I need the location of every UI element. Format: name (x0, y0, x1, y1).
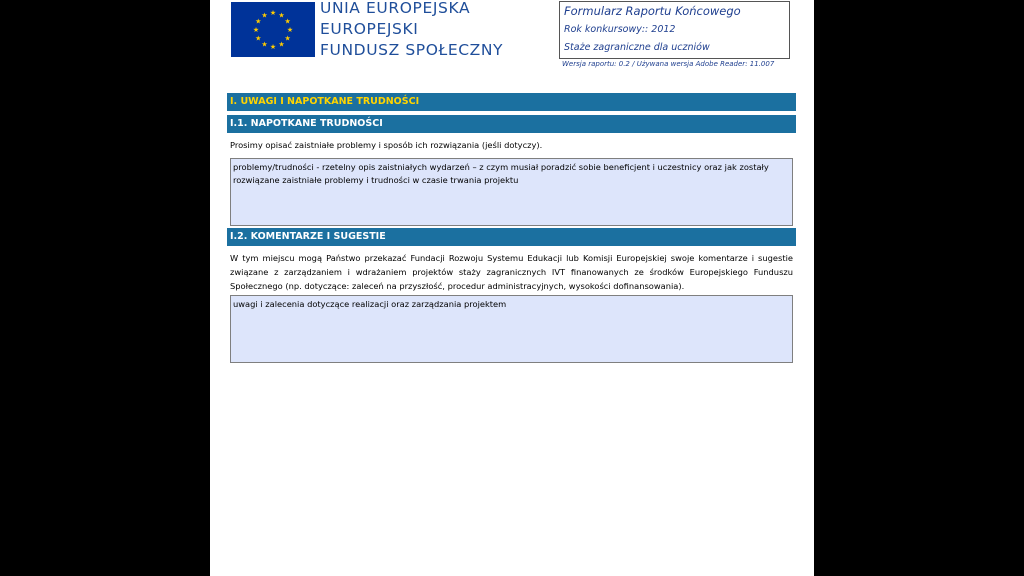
difficulties-instruction: Prosimy opisać zaistniałe problemy i sposób ich rozwiązania (jeśli dotyczy). (230, 140, 543, 150)
flag-star: ★ (284, 17, 291, 26)
flag-star: ★ (252, 26, 260, 34)
flag-star: ★ (278, 40, 285, 49)
flag-star: ★ (255, 17, 262, 26)
flag-star: ★ (261, 40, 268, 49)
eu-flag-icon (231, 2, 315, 57)
flag-star: ★ (255, 34, 262, 43)
flag-star: ★ (269, 9, 277, 17)
comments-instruction: W tym miejscu mogą Państwo przekazać Fundacji Rozwoju Systemu Edukacji lub Komisji Europejskiej swoje komentarze i sugestie związane z zarządzaniem i wdrażaniem projektów staży zagranicznych IVT finanowanych ze środków Europejskiego Funduszu Społecznego (np. dotyczące: zaleceń na przyszłość, procedur administracyjnych, wysokości dofinansowania). (230, 253, 793, 291)
eu-fund-title (320, 0, 503, 61)
version-info: Wersja raportu: 0.2 / Używana wersja Adobe Reader: 11.007 (562, 60, 775, 68)
form-title: Formularz Raportu Końcowego (564, 4, 741, 18)
subsection-heading-difficulties: I.1. NAPOTKANE TRUDNOŚCI (227, 115, 796, 133)
flag-star: ★ (261, 11, 268, 20)
flag-star: ★ (278, 11, 285, 20)
document-page (210, 0, 814, 576)
comments-text-field[interactable]: uwagi i zalecenia dotyczące realizacji oraz zarządzania projektem (230, 295, 793, 363)
section-heading: I. UWAGI I NAPOTKANE TRUDNOŚCI (227, 93, 796, 111)
competition-year: Rok konkursowy:: 2012 (564, 24, 676, 35)
flag-star: ★ (286, 26, 294, 34)
eu-title-line: UNIA EUROPEJSKA (320, 0, 471, 17)
eu-title-line: EUROPEJSKI (320, 20, 419, 38)
form-info-box (559, 1, 790, 59)
flag-star: ★ (284, 34, 291, 43)
difficulties-text-field[interactable]: problemy/trudności - rzetelny opis zaistniałych wydarzeń – z czym musiał poradzić sobie beneficjent i uczestnicy oraz jak zostały rozwiązane zaistniałe problemy i trudności w czasie trwania projektu (230, 158, 793, 226)
program-name: Staże zagraniczne dla uczniów (564, 42, 710, 53)
eu-title-line: FUNDUSZ SPOŁECZNY (320, 41, 504, 59)
subsection-heading-comments: I.2. KOMENTARZE I SUGESTIE (227, 228, 796, 246)
flag-star: ★ (269, 43, 277, 51)
